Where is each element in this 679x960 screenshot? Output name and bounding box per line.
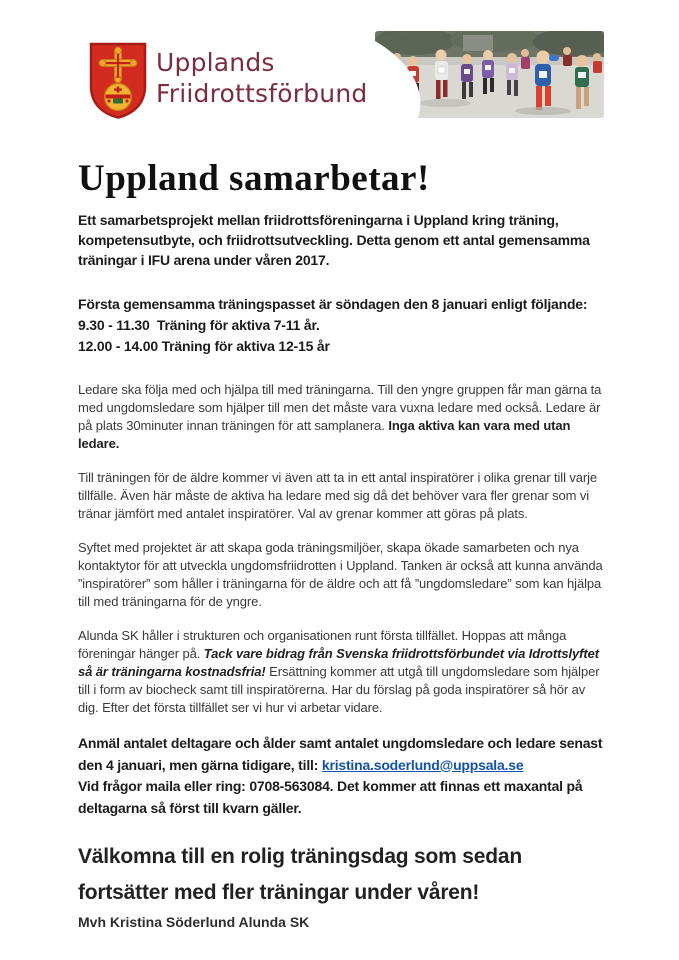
federation-shield-logo-icon	[88, 42, 148, 119]
document-content	[78, 158, 606, 931]
schedule-line: 12.00 - 14.00 Träning för aktiva 12-15 år	[78, 338, 330, 354]
text-run: Till träningen för de äldre kommer vi även att ta in ett antal inspiratörer i olika grenar till varje tillfälle. Även här måste de aktiva ha ledare med sig då det behöver vara fler grenar som vi tränar jämfört med antalet inspiratörer. Val av grenar kommer att göras på plats.	[78, 470, 598, 521]
text-run: Syftet med projektet är att skapa goda träningsmiljöer, skapa ökade samarbeten och nya kontaktytor för att utveckla ungdomsfriidrotten i Uppland. Tanken är också att kunna använda ”inspiratörer” som håller i träningarna för de äldre och att få ”ungdomsledare” som kan hjälpa till med träningarna för de yngre.	[78, 540, 603, 609]
text-run: Inga aktiva kan vara med utan ledare.	[78, 418, 571, 451]
body-paragraph	[78, 381, 606, 453]
closing-heading: Välkomna till en rolig träningsdag som sedan fortsätter med fler träningar under våren!	[78, 845, 522, 904]
body-paragraphs	[78, 381, 606, 717]
schedule-line: 9.30 - 11.30 Träning för aktiva 7-11 år.	[78, 317, 320, 333]
body-paragraph	[78, 539, 606, 611]
federation-name-line1: Upplands	[156, 48, 275, 77]
children-running-race-photo	[375, 31, 604, 118]
email-link[interactable]: kristina.soderlund@uppsala.se	[321, 756, 524, 773]
schedule-line: Första gemensamma träningspasset är söndagen den 8 januari enligt följande:	[78, 296, 588, 312]
questions-text: Vid frågor maila eller ring: 0708-563084. Det kommer att finnas ett maxantal på deltagarna så först till kvarn gäller.	[78, 778, 583, 816]
registration-text: Anmäl antalet deltagare och ålder samt antalet ungdomsledare och ledare senast den 4 januari, men gärna tidigare, till:	[78, 735, 603, 773]
registration-paragraph	[78, 733, 606, 819]
text-run: Ersättning kommer att utgå till ungdomsledare som hjälper till i form av biocheck samt till inspiratörerna. Har du förslag på goda inspiratörer så hör av dig. Efter det första tillfället ser vi hur vi arbetar vidare.	[78, 664, 600, 715]
text-run: Alunda SK håller i strukturen och organisationen runt första tillfället. Hoppas att många föreningar hänger på.	[78, 628, 567, 661]
intro-paragraph: Ett samarbetsprojekt mellan friidrottsföreningarna i Uppland kring träning, kompetensutbyte, och friidrottsutveckling. Detta genom ett antal gemensamma träningar i IFU arena under våren 2017.	[78, 212, 590, 268]
federation-name-line2: Friidrottsförbund	[156, 79, 368, 108]
federation-name	[156, 47, 367, 109]
body-paragraph	[78, 627, 606, 717]
text-run: Ledare ska följa med och hjälpa till med träningarna. Till den yngre gruppen får man gärna ta med ungdomsledare som hjälper till men det måste vara vuxna ledare med också. Ledare är på plats 30minuter innan träningen för att samplanera.	[78, 382, 602, 433]
body-paragraph	[78, 469, 606, 523]
text-run: Tack vare bidrag från Svenska friidrottsförbundet via Idrottslyftet så är träningarna kostnadsfria!	[78, 646, 599, 679]
page-title: Uppland samarbetar!	[78, 158, 430, 199]
training-schedule	[78, 294, 606, 357]
signature-line: Mvh Kristina Söderlund Alunda SK	[78, 914, 310, 930]
